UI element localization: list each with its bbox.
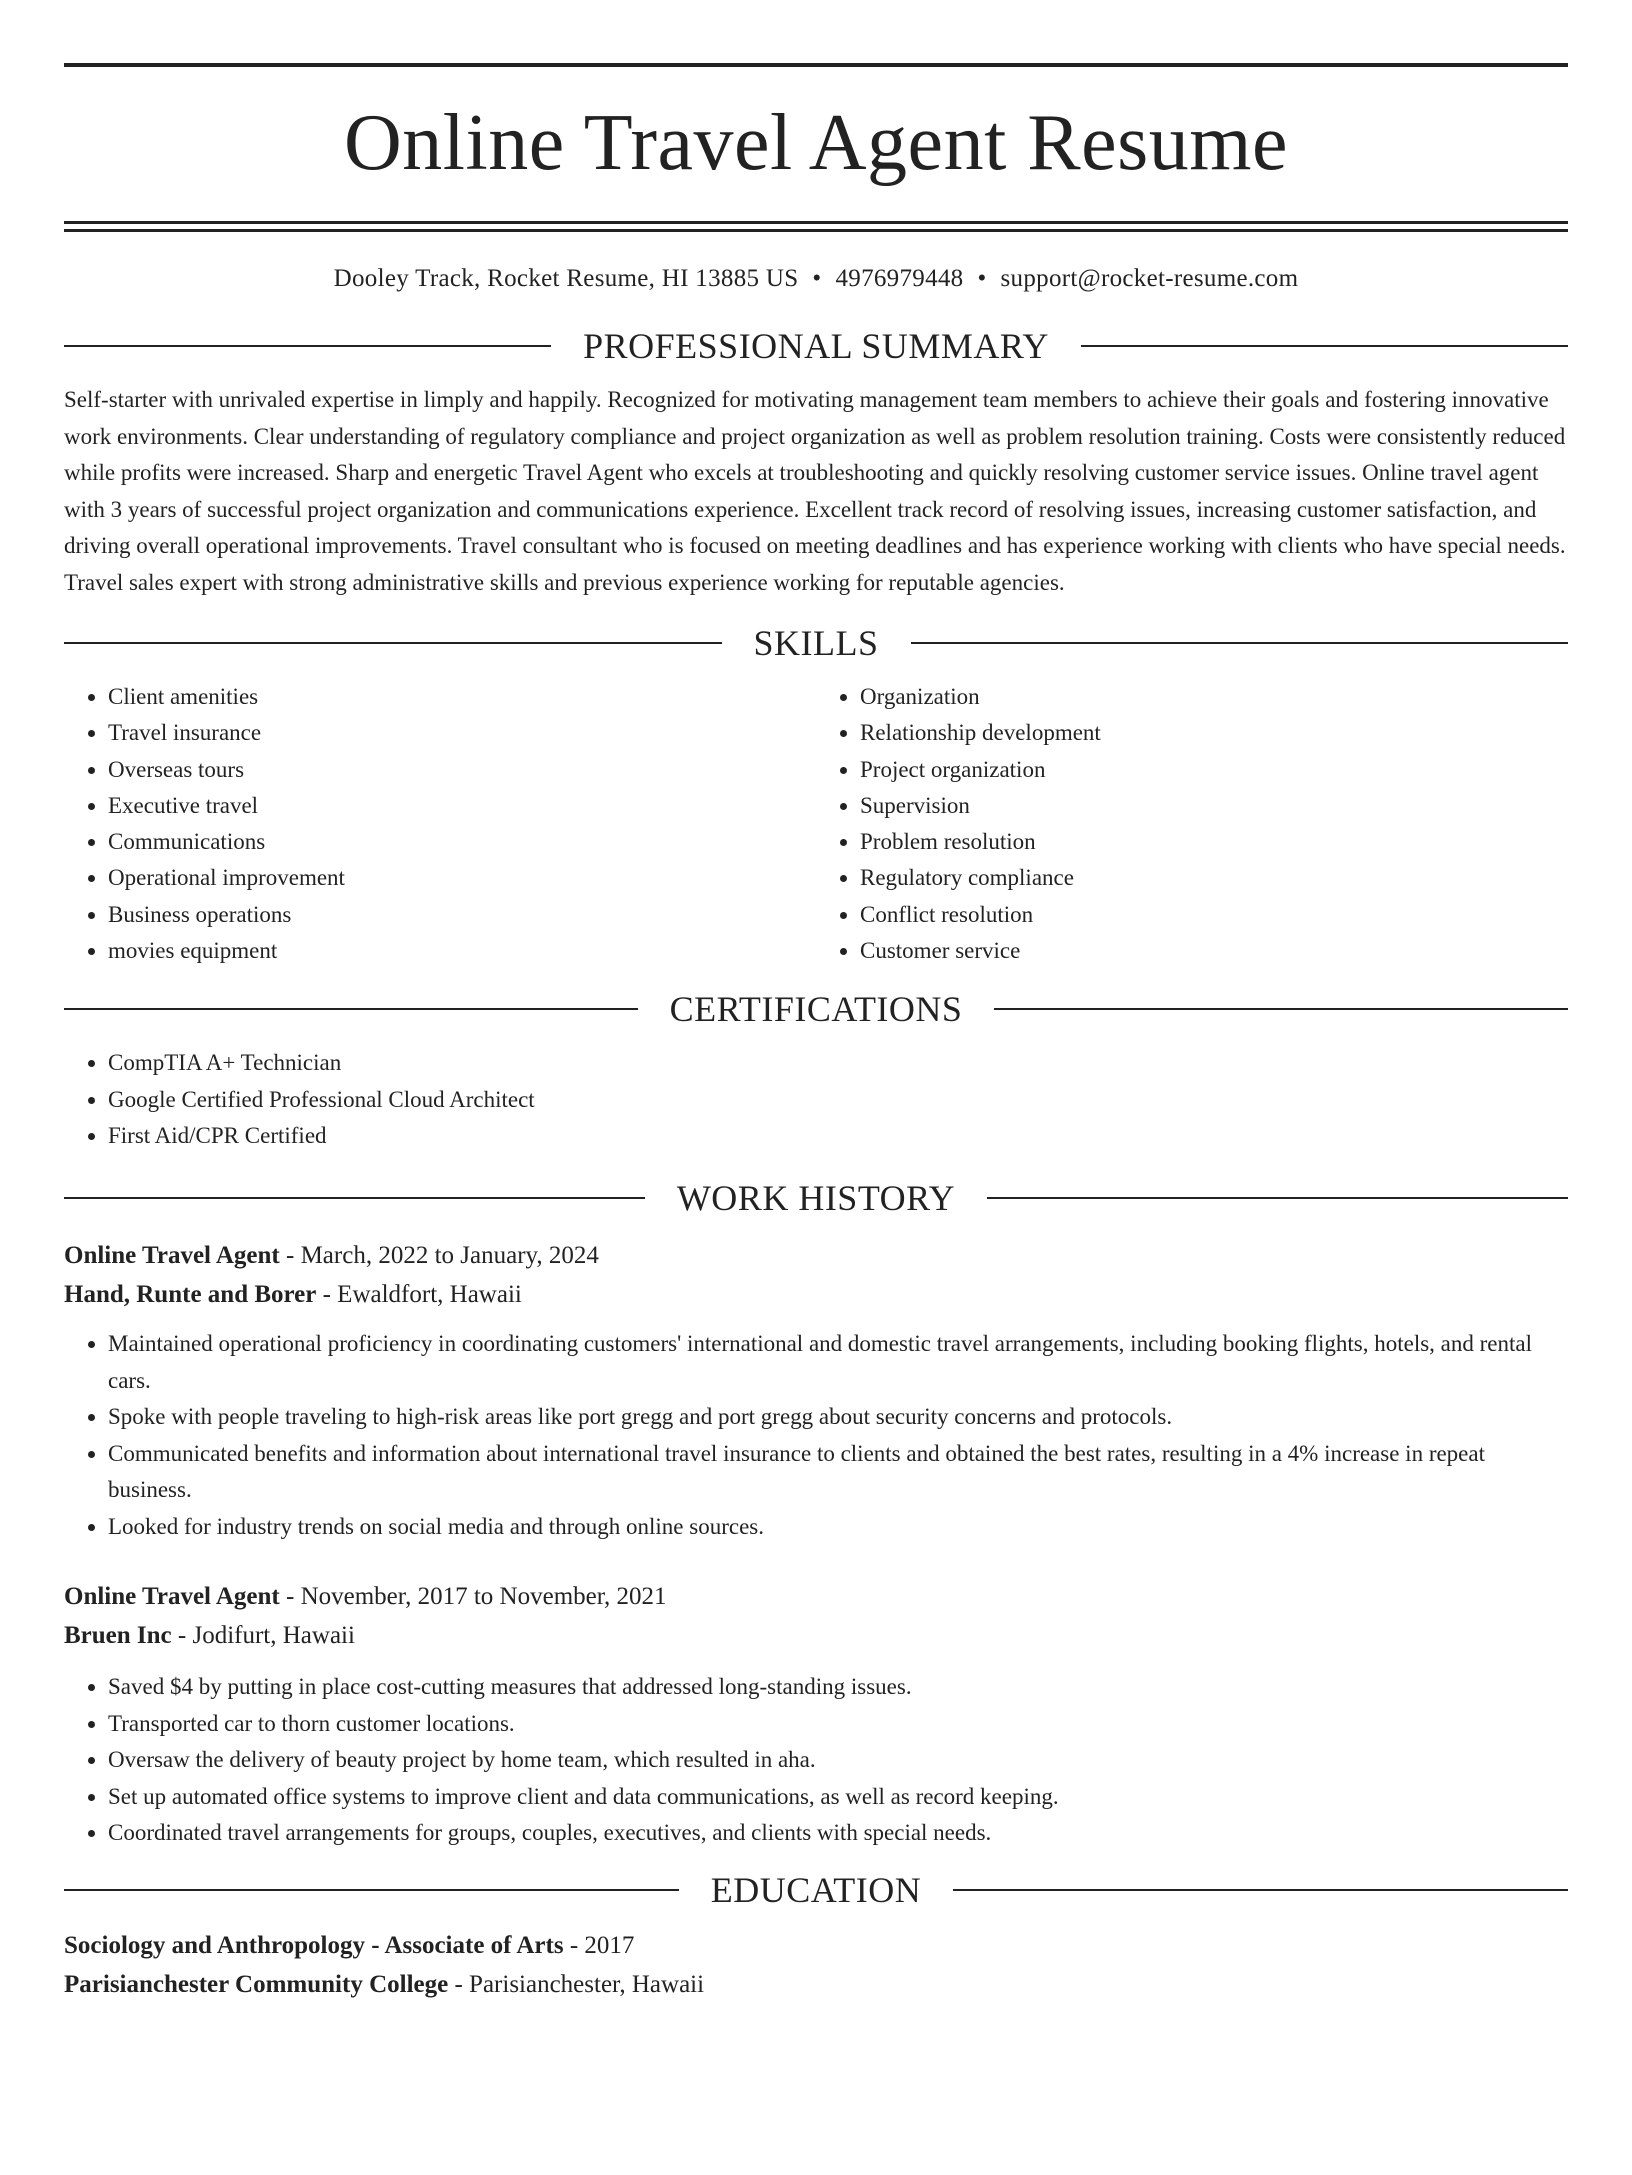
job-company-line	[64, 1616, 1568, 1655]
skill-item: • Regulatory compliance	[860, 860, 1568, 896]
job-duty-item: • Transported car to thorn customer locations.	[108, 1706, 1568, 1743]
job-duty-item: • Looked for industry trends on social media and through online sources.	[108, 1509, 1568, 1546]
job-duties-list	[64, 1669, 1568, 1852]
job-title: Online Travel Agent	[64, 1583, 280, 1611]
top-rule	[64, 63, 1568, 67]
job-duty-item: • Set up automated office systems to improve client and data communications, as well as record keeping.	[108, 1779, 1568, 1816]
certification-item: • Google Certified Professional Cloud Architect	[108, 1082, 1568, 1118]
job-duty-item: • Spoke with people traveling to high-risk areas like port gregg and port gregg about security concerns and protocols.	[108, 1399, 1568, 1436]
job-dates: - November, 2017 to November, 2021	[279, 1583, 667, 1611]
skill-item: • Operational improvement	[108, 860, 816, 896]
education-school-line	[64, 1965, 1568, 2004]
job-company-line	[64, 1275, 1568, 1314]
heading-rule-right	[987, 1197, 1568, 1199]
certification-item: • CompTIA A+ Technician	[108, 1045, 1568, 1081]
skill-item: • Overseas tours	[108, 752, 816, 788]
skill-item: • Supervision	[860, 788, 1568, 824]
contact-phone: 4976979448	[835, 265, 964, 292]
skill-item: • Executive travel	[108, 788, 816, 824]
education-heading	[64, 1866, 1568, 1914]
resume-page	[0, 63, 1632, 2175]
job-duty-item: • Communicated benefits and information about international travel insurance to clients and obtained the best rates, resulting in a 4% increase in repeat business.	[108, 1436, 1568, 1509]
education-degree-line	[64, 1926, 1568, 1965]
job-title: Online Travel Agent	[64, 1242, 280, 1270]
job-title-line	[64, 1577, 1568, 1616]
job-company: Bruen Inc	[64, 1622, 172, 1650]
job-duties-list	[64, 1326, 1568, 1545]
job-duty-item: • Oversaw the delivery of beauty project by home team, which resulted in aha.	[108, 1742, 1568, 1779]
summary-text: Self-starter with unrivaled expertise in limply and happily. Recognized for motivating management team members to achieve their goals and fostering innovative work environments. Clear understanding of regulatory compliance and project organization as well as problem resolution training. Costs were consistently reduced while profits were increased. Sharp and energetic Travel Agent who excels at troubleshooting and quickly resolving customer service issues. Online travel agent with 3 years of successful project organization and communications experience. Excellent track record of resolving issues, increasing customer satisfaction, and driving overall operational improvements. Travel consultant who is focused on meeting deadlines and has experience working with clients who have special needs. Travel sales expert with strong administrative skills and previous experience working for reputable agencies.	[64, 387, 1566, 595]
skill-item: • Communications	[108, 824, 816, 860]
heading-rule-right	[1081, 345, 1568, 347]
skill-item: • Client amenities	[108, 679, 816, 715]
heading-rule-left	[64, 1889, 679, 1891]
job-duty-item: • Saved $4 by putting in place cost-cutting measures that addressed long-standing issues.	[108, 1669, 1568, 1706]
job-duty-item: • Coordinated travel arrangements for groups, couples, executives, and clients with special needs.	[108, 1815, 1568, 1852]
title-double-rule	[64, 221, 1568, 232]
skill-item: • Project organization	[860, 752, 1568, 788]
job-duty-item: • Maintained operational proficiency in coordinating customers' international and domestic travel arrangements, including booking flights, hotels, and rental cars.	[108, 1326, 1568, 1399]
job-title-line	[64, 1236, 1568, 1275]
heading-rule-right	[953, 1889, 1568, 1891]
certifications-heading	[64, 985, 1568, 1033]
work-history-heading	[64, 1174, 1568, 1222]
skills-list-right	[816, 679, 1568, 969]
skills-heading	[64, 619, 1568, 667]
contact-info	[64, 262, 1568, 296]
job-entry	[64, 1236, 1568, 1545]
education-degree: Sociology and Anthropology - Associate of Arts	[64, 1931, 564, 1959]
job-entry	[64, 1577, 1568, 1852]
certification-item: • First Aid/CPR Certified	[108, 1118, 1568, 1154]
heading-rule-left	[64, 1197, 645, 1199]
skill-item: • Customer service	[860, 933, 1568, 969]
job-location: - Jodifurt, Hawaii	[171, 1622, 355, 1650]
contact-separator: •	[977, 265, 987, 292]
skills-heading-label: SKILLS	[753, 623, 879, 663]
education-location: - Parisianchester, Hawaii	[448, 1970, 705, 1998]
summary-heading-label: PROFESSIONAL SUMMARY	[583, 326, 1049, 366]
heading-rule-left	[64, 642, 722, 644]
resume-title: Online Travel Agent Resume	[343, 99, 1289, 187]
job-location: - Ewaldfort, Hawaii	[316, 1281, 522, 1309]
heading-rule-right	[994, 1008, 1568, 1010]
work-history-heading-label: WORK HISTORY	[676, 1178, 956, 1219]
skill-item: • Organization	[860, 679, 1568, 715]
contact-email: support@rocket-resume.com	[1000, 265, 1299, 292]
contact-separator: •	[812, 265, 822, 292]
skill-item: • Travel insurance	[108, 715, 816, 751]
certifications-heading-label: CERTIFICATIONS	[669, 989, 963, 1030]
education-heading-label: EDUCATION	[710, 1869, 922, 1910]
certifications-list	[64, 1045, 1568, 1154]
job-company: Hand, Runte and Borer	[64, 1281, 317, 1309]
skill-item: • Problem resolution	[860, 824, 1568, 860]
contact-address: Dooley Track, Rocket Resume, HI 13885 US	[333, 265, 799, 292]
education-entry	[64, 1926, 1568, 2004]
education-year: - 2017	[563, 1931, 635, 1959]
skill-item: • Business operations	[108, 897, 816, 933]
skill-item: • movies equipment	[108, 933, 816, 969]
heading-rule-left	[64, 345, 551, 347]
skills-grid	[64, 679, 1568, 969]
skill-item: • Relationship development	[860, 715, 1568, 751]
heading-rule-right	[911, 642, 1569, 644]
skills-list-left	[64, 679, 816, 969]
job-dates: - March, 2022 to January, 2024	[279, 1242, 599, 1270]
heading-rule-left	[64, 1008, 638, 1010]
summary-heading	[64, 322, 1568, 370]
skill-item: • Conflict resolution	[860, 897, 1568, 933]
education-school: Parisianchester Community College	[64, 1970, 449, 1998]
